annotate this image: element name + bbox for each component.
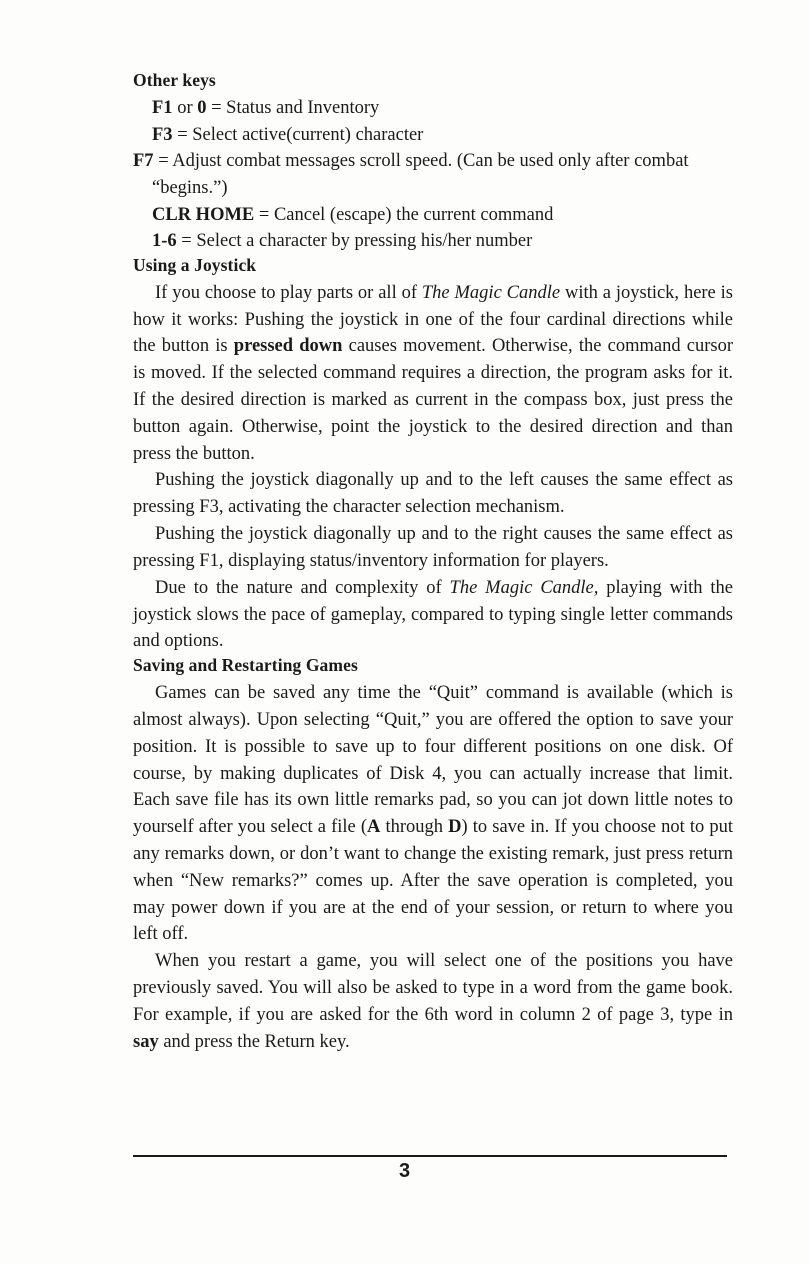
list-item [133, 228, 733, 255]
section-heading-other-keys: Other keys [133, 70, 216, 90]
paragraph: If you choose to play parts or all of The Magic Candle with a joystick, here is how it works: Pushing the joystick in one of the four cardinal directions while the button is pressed down causes movement. Otherwise, the command cursor is moved. If the selected command requires a direction, the program asks for it. If the desired direction is marked as current in the compass box, just press the button again. Otherwise, point the joystick to the desired direction and than press the button. [133, 282, 733, 464]
file-letter-d: D [448, 817, 462, 838]
key-description: = Status and Inventory [206, 98, 380, 118]
section-heading-using-a-joystick: Using a Joystick [133, 254, 257, 275]
paragraph: When you restart a game, you will select one of the positions you have previously saved. You will also be asked to type in a word from the game book. For example, if you are asked for the 6th word in column 2 of page 3, type in say and press the Return key. [133, 951, 733, 1052]
list-item [133, 148, 733, 201]
key-description: = Select active(current) character [172, 124, 424, 145]
key-description: = Cancel (escape) the current command [254, 204, 554, 225]
key-label: F1 [152, 98, 173, 118]
key-label: F3 [152, 124, 173, 145]
paragraph: Pushing the joystick diagonally up and to the left causes the same effect as pressing F3, activating the character selection mechanism. [133, 470, 733, 518]
page-content [133, 70, 733, 1056]
list-item [133, 202, 733, 229]
key-label-alt: 0 [197, 98, 207, 118]
paragraph: Games can be saved any time the “Quit” command is available (which is almost always). Upon selecting “Quit,” you are offered the option to save your position. It is possible to save up to four different positions on one disk. Of course, by making duplicates of Disk 4, you can actually increase that limit. Each save file has its own little remarks pad, so you can jot down little notes to yourself after you select a file (A through D) to save in. If you choose not to put any remarks down, or don’t want to change the existing remark, just press return when “New remarks?” comes up. After the save operation is completed, you may power down if you are at the end of your session, or return to where you left off. [133, 683, 733, 945]
game-title: The Magic Candle [421, 282, 561, 303]
paragraph: Pushing the joystick diagonally up and to the right causes the same effect as pressing F1, displaying status/inventory information for players. [133, 524, 733, 571]
key-separator: or [172, 98, 198, 118]
key-label: CLR HOME [152, 204, 255, 225]
paragraph: Due to the nature and complexity of The Magic Candle, playing with the joystick slows the pace of gameplay, compared to typing single letter commands and options. [133, 577, 734, 652]
page-number: 3 [398, 1160, 411, 1182]
key-label: 1-6 [152, 231, 177, 252]
key-label: F7 [133, 151, 154, 172]
game-title: The Magic Candle, [449, 577, 599, 598]
emphasis-pressed-down: pressed down [233, 336, 343, 357]
section-heading-saving-and-restarting-games: Saving and Restarting Games [133, 655, 358, 676]
list-item [133, 122, 733, 149]
key-description: = Adjust combat messages scroll speed. (Can be used only after combat “begins.”) [152, 151, 689, 198]
other-keys-list [133, 95, 733, 255]
list-item [133, 95, 733, 122]
key-description: = Select a character by pressing his/her number [176, 231, 533, 252]
file-letter-a: A [367, 817, 381, 838]
footer-divider [133, 1155, 727, 1157]
sample-word: say [133, 1031, 159, 1052]
